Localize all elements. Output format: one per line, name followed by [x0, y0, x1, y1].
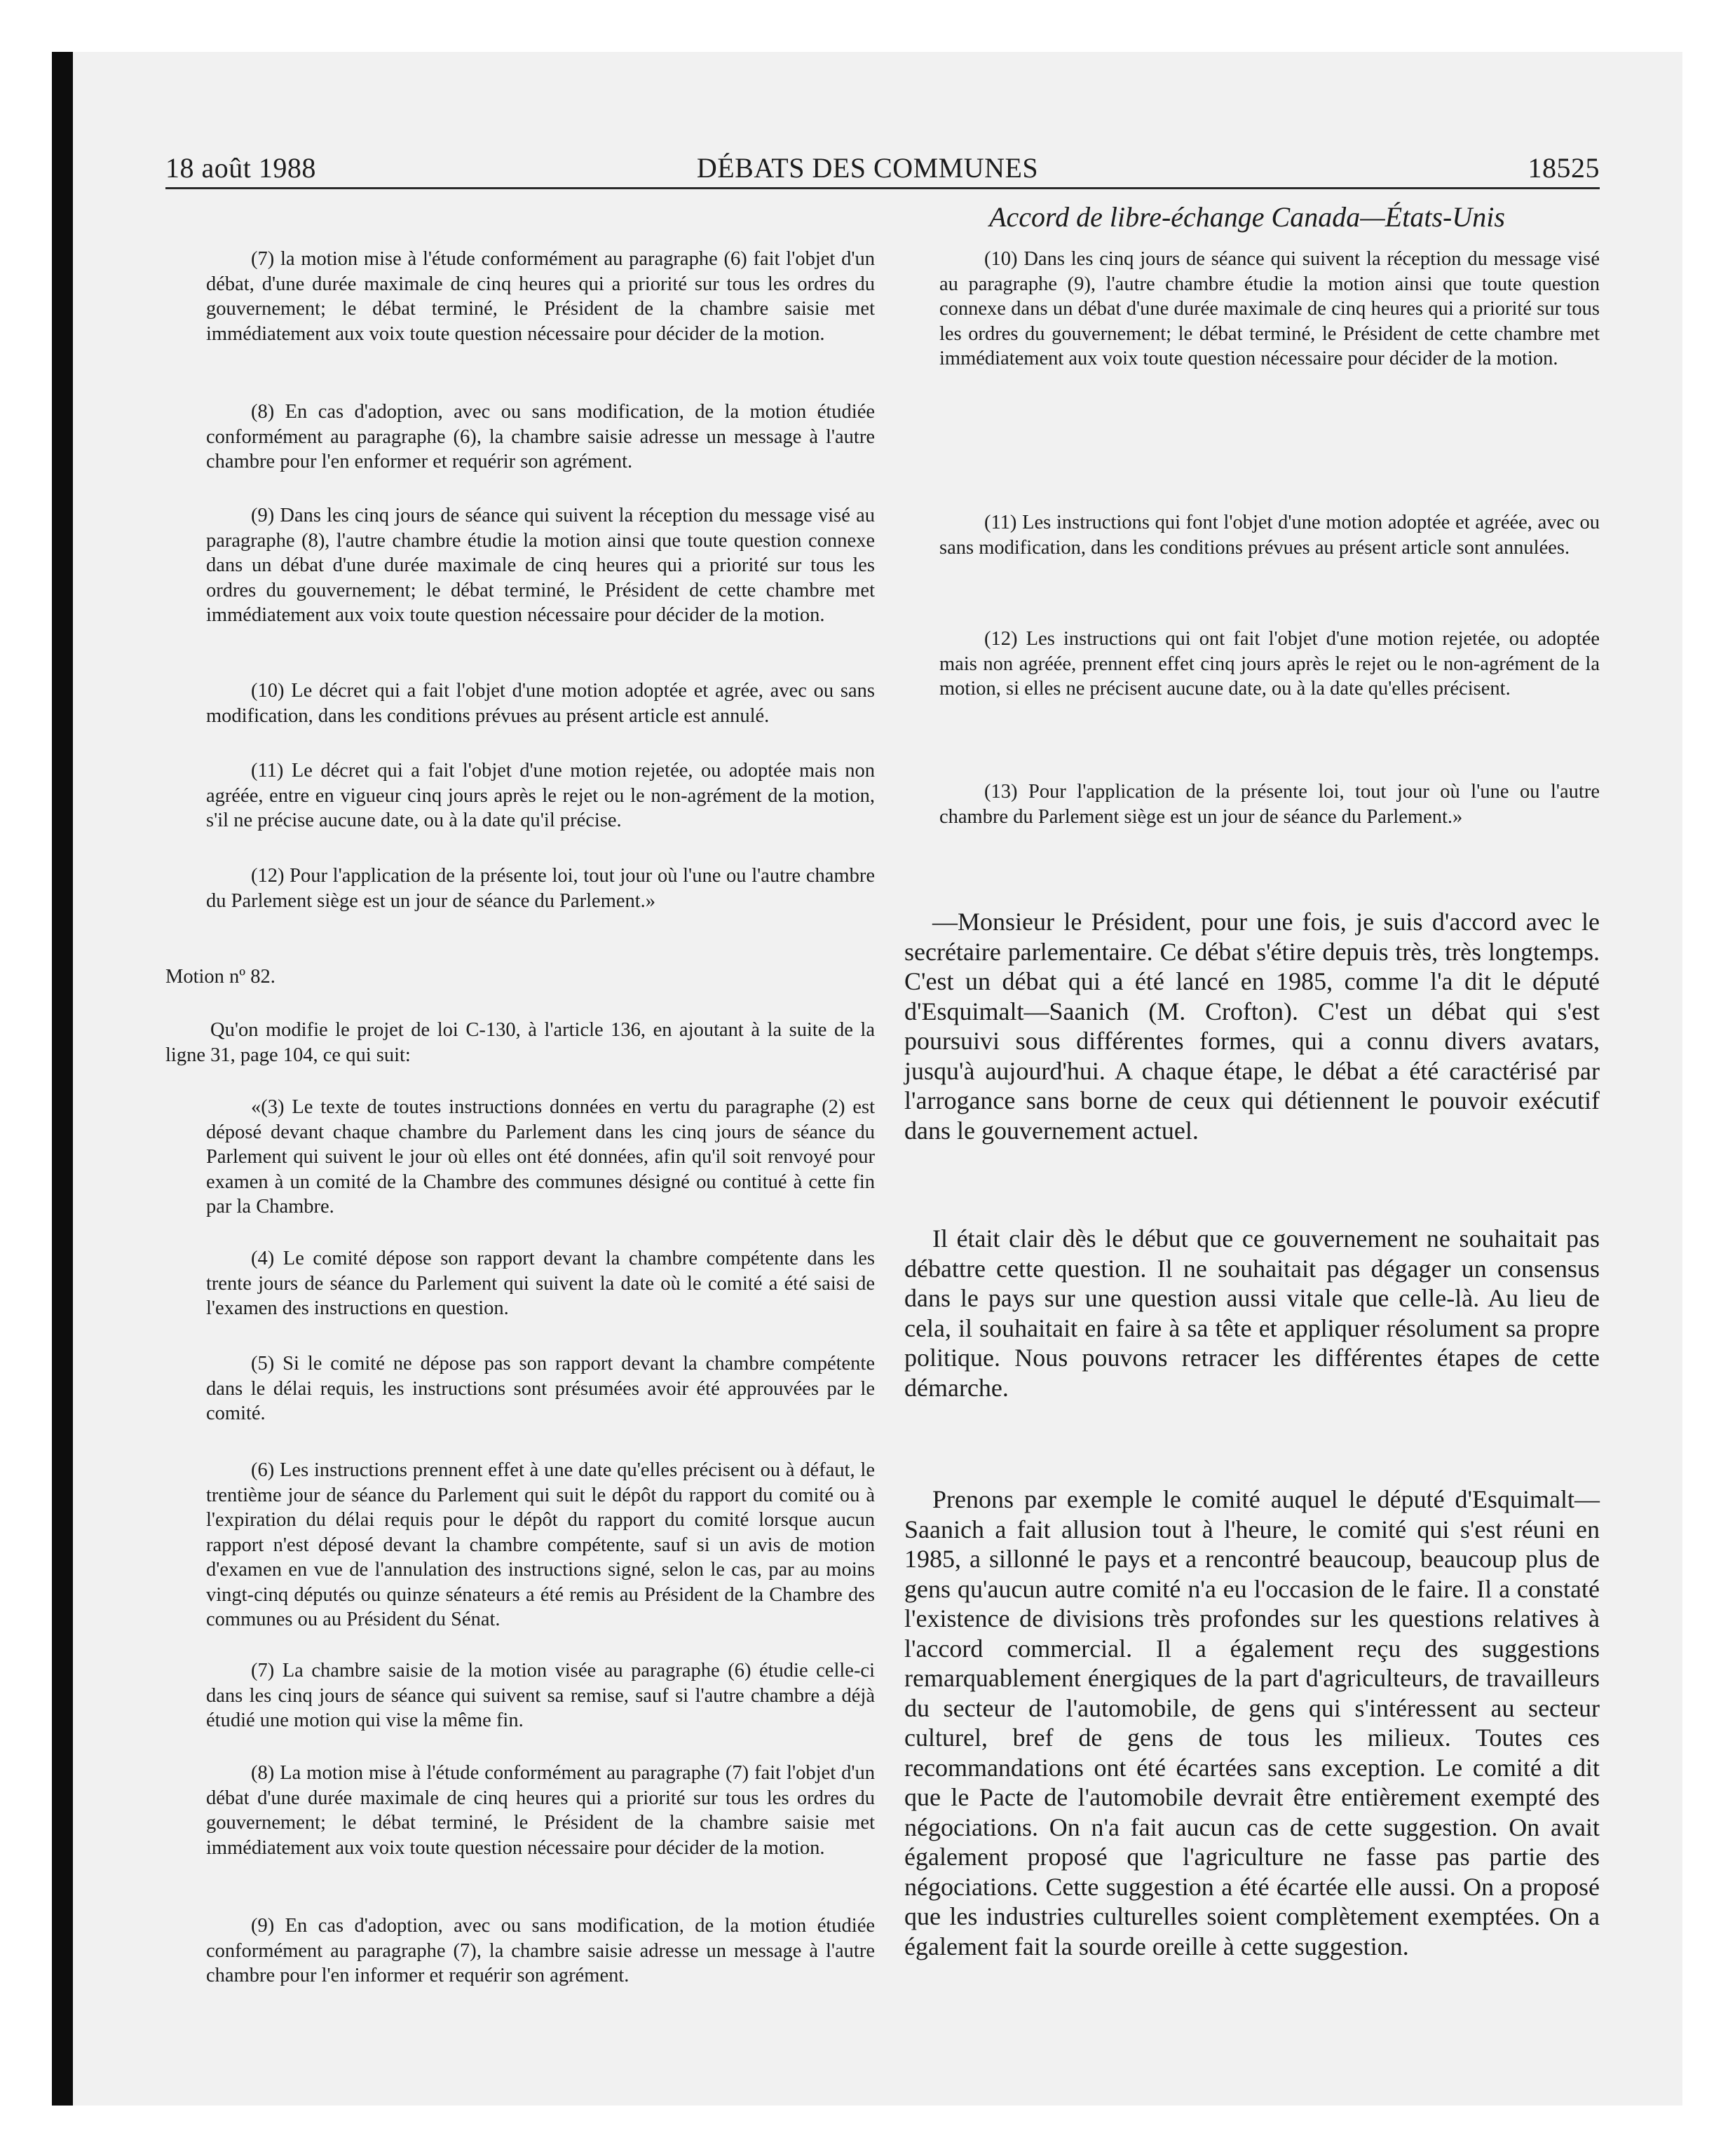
paragraph-12: (12) Pour l'application de la présente loi, tout jour où l'une ou l'autre chambre du Parlement siège est un jour de séance du Parlement.»: [206, 865, 875, 912]
header-rule: [165, 187, 1600, 189]
motion-number: Motion nº 82.: [165, 966, 275, 988]
speech-paragraph-3: Prenons par exemple le comité auquel le député d'Esquimalt—Saanich a fait allusion tout à l'heure, le comité qui s'est réuni en 1985, a sillonné le pays et a rencontré beaucoup, beaucoup plus de gens qu'aucun autre comité n'a eu l'occasion de le faire. Il a constaté l'existence de divisions très profondes sur les questions relatives à l'accord commercial. Il a également reçu des suggestions remarquablement énergiques de la part d'agriculteurs, de travailleurs du secteur de l'automobile, de gens qui s'intéressent au secteur culturel, bref de gens de tous les milieux. Toutes ces recommandations ont été écartées sans exception. Le comité a dit que le Pacte de l'automobile devrait être entièrement exempté des négociations. On n'a fait aucun cas de cette suggestion. On avait également proposé que l'agriculture ne fasse pas partie des négociations. Cette suggestion a été écartée elle aussi. On a proposé que les industries culturelles soient complètement exemptées. On a également fait la sourde oreille à cette suggestion.: [904, 1485, 1600, 1960]
paragraph-12b: (12) Les instructions qui ont fait l'objet d'une motion rejetée, ou adoptée mais non agréée, prennent effet cinq jours après le rejet ou le non-agrément de la motion, si elles ne précisent aucune date, ou à la date qu'elles précisent.: [939, 628, 1600, 700]
page-number: 18525: [1528, 152, 1600, 184]
paragraph-9b: (9) En cas d'adoption, avec ou sans modification, de la motion étudiée conformément au paragraphe (7), la chambre saisie adresse un message à l'autre chambre pour l'en informer et requérir son agrément.: [206, 1915, 875, 1986]
paragraph-7b: (7) La chambre saisie de la motion visée au paragraphe (6) étudie celle-ci dans les cinq jours de séance qui suivent sa remise, sauf si l'autre chambre a déjà étudié une motion qui vise la même fin.: [206, 1660, 875, 1731]
paragraph-10b: (10) Dans les cinq jours de séance qui suivent la réception du message visé au paragraphe (9), l'autre chambre étudie la motion ainsi que toute question connexe dans un débat d'une durée maximale de cinq heures qui a priorité sur tous les ordres du gouvernement; le débat terminé, le Président de cette chambre met immédiatement aux voix toute question nécessaire pour décider de la motion.: [939, 248, 1600, 369]
paragraph-10: (10) Le décret qui a fait l'objet d'une motion adoptée et agrée, avec ou sans modification, dans les conditions prévues au présent article est annulé.: [206, 680, 875, 727]
paragraph-7: (7) la motion mise à l'étude conformément au paragraphe (6) fait l'objet d'un débat, d'une durée maximale de cinq heures qui a priorité sur tous les ordres du gouvernement; le débat terminé, le Président de la chambre saisie met immédiatement aux voix toute question nécessaire pour décider de la motion.: [206, 248, 875, 345]
paragraph-8b: (8) La motion mise à l'étude conformément au paragraphe (7) fait l'objet d'un débat d'une durée maximale de cinq heures qui a priorité sur tous les ordres du gouvernement; le débat terminé, le Président de la chambre saisie met immédiatement aux voix toute question nécessaire pour décider de la motion.: [206, 1762, 875, 1859]
binding-edge: [52, 52, 73, 2106]
paragraph-11b: (11) Les instructions qui font l'objet d'une motion adoptée et agréée, avec ou sans modification, dans les conditions prévues au présent article sont annulées.: [939, 512, 1600, 559]
header-date: 18 août 1988: [165, 152, 316, 184]
speech-paragraph-2: Il était clair dès le début que ce gouvernement ne souhaitait pas débattre cette question. Il ne souhaitait pas dégager un consensus dans le pays sur une question aussi vitale que celle-là. Au lieu de cela, il souhaitait en faire à sa tête et appliquer résolument sa propre politique. Nous pouvons retracer les différentes étapes de cette démarche.: [904, 1224, 1600, 1402]
motion-intro: Qu'on modifie le projet de loi C-130, à l'article 136, en ajoutant à la suite de la ligne 31, page 104, ce qui suit:: [165, 1019, 875, 1066]
paragraph-9: (9) Dans les cinq jours de séance qui suivent la réception du message visé au paragraphe (8), l'autre chambre étudie la motion ainsi que toute question connexe dans un débat d'une durée maximale de cinq heures qui a priorité sur tous les ordres du gouvernement; le débat terminé, le Président de cette chambre met immédiatement aux voix toute question nécessaire pour décider de la motion.: [206, 505, 875, 626]
paragraph-3: «(3) Le texte de toutes instructions données en vertu du paragraphe (2) est déposé devant chaque chambre du Parlement dans les cinq jours de séance du Parlement qui suivent le jour où elles ont été données, afin qu'il soit renvoyé pour examen à un comité de la Chambre des communes désigné ou contitué à cette fin par la Chambre.: [206, 1096, 875, 1217]
paragraph-11: (11) Le décret qui a fait l'objet d'une motion rejetée, ou adoptée mais non agréée, entre en vigueur cinq jours après le rejet ou le non-agrément de la motion, s'il ne précise aucune date, ou à la date qu'il précise.: [206, 760, 875, 831]
paragraph-8: (8) En cas d'adoption, avec ou sans modification, de la motion étudiée conformément au paragraphe (6), la chambre saisie adresse un message à l'autre chambre pour l'en enformer et requérir son agrément.: [206, 401, 875, 472]
subject-heading: Accord de libre-échange Canada—États-Unis: [989, 201, 1505, 233]
paragraph-5: (5) Si le comité ne dépose pas son rapport devant la chambre compétente dans le délai requis, les instructions sont présumées avoir été approuvées par le comité.: [206, 1353, 875, 1424]
paragraph-13: (13) Pour l'application de la présente loi, tout jour où l'une ou l'autre chambre du Parlement siège est un jour de séance du Parlement.»: [939, 781, 1600, 828]
header-title: DÉBATS DES COMMUNES: [696, 152, 1039, 184]
speech-paragraph-1: —Monsieur le Président, pour une fois, je suis d'accord avec le secrétaire parlementaire. Ce débat s'étire depuis très, très longtemps. C'est un débat qui a été lancé en 1985, comme l'a dit le député d'Esquimalt—Saanich (M. Crofton). C'est un débat qui s'est poursuivi sous différentes formes, qui a connu divers avatars, jusqu'à aujourd'hui. A chaque étape, le débat a été caractérisé par l'arrogance sans borne de ceux qui détiennent le pouvoir exécutif dans le gouvernement actuel.: [904, 908, 1600, 1145]
paragraph-6: (6) Les instructions prennent effet à une date qu'elles précisent ou à défaut, le trentième jour de séance du Parlement qui suit le dépôt du rapport du comité ou à l'expiration du délai requis pour le dépôt du rapport du comité lorsque aucun rapport n'est déposé devant la chambre compétente, sauf si un avis de motion d'examen en vue de l'annulation des instructions signé, selon le cas, par au moins vingt-cinq députés ou quinze sénateurs a été remis au Président de la Chambre des communes ou au Président du Sénat.: [206, 1459, 875, 1630]
paragraph-4: (4) Le comité dépose son rapport devant la chambre compétente dans les trente jours de séance du Parlement qui suivent la date où le comité a été saisi de l'examen des instructions en question.: [206, 1248, 875, 1319]
